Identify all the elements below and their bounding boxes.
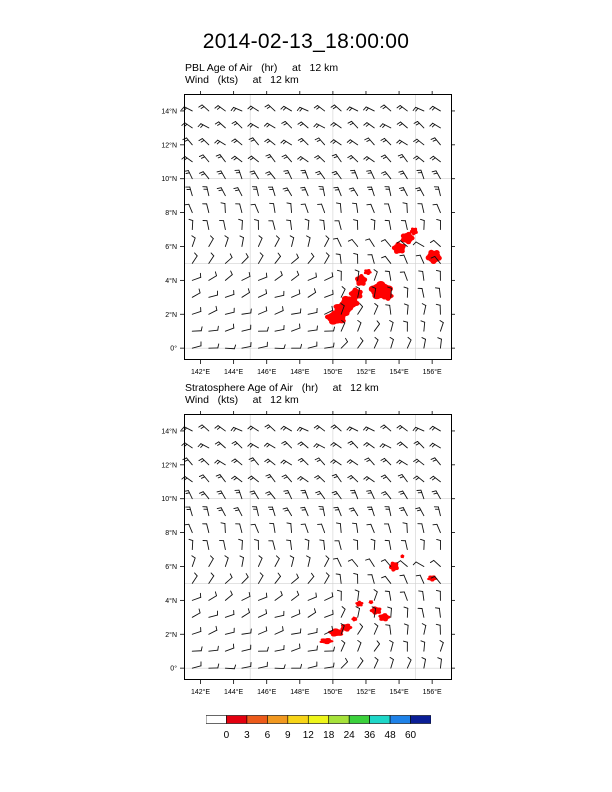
colorbar-label: 24	[343, 730, 355, 741]
shaded-region-fringe	[427, 578, 431, 580]
wind-barb-feather	[320, 540, 324, 541]
colorbar-swatch	[247, 716, 267, 724]
shaded-region-fringe	[363, 277, 367, 282]
shaded-region-fringe	[325, 314, 333, 319]
shaded-region-fringe	[361, 281, 365, 286]
pbl-age-map-canvas	[161, 94, 452, 376]
shaded-region-fringe	[358, 601, 361, 603]
shaded-region-fringe	[325, 638, 330, 640]
wind-barb-feather	[367, 171, 371, 172]
shaded-region-fringe	[369, 286, 378, 293]
lon-tick-label: 148°E	[290, 689, 310, 696]
wind-barb-feather	[182, 427, 185, 430]
shaded-region-fringe	[356, 281, 360, 286]
shaded-region-fringe	[353, 620, 355, 622]
wind-barb-feather	[368, 493, 371, 494]
lon-tick-label: 152°E	[356, 689, 376, 696]
wind-barb-feather	[400, 575, 404, 576]
shaded-region-fringe	[410, 230, 413, 233]
shaded-region-fringe	[345, 629, 349, 632]
wind-barb-feather	[367, 204, 371, 205]
shaded-region-fringe	[334, 310, 341, 315]
shaded-region-fringe	[329, 319, 337, 324]
wind-barb-feather	[218, 326, 219, 330]
wind-barb-feather	[186, 493, 189, 494]
colorbar-canvas	[206, 715, 431, 745]
wind-barb-feather	[416, 255, 420, 256]
shaded-region-fringe	[371, 602, 373, 604]
colorbar-label: 6	[264, 730, 271, 741]
wind-barb-shaft	[242, 541, 243, 550]
shaded-region-fringe	[369, 602, 371, 604]
wind-barb-feather	[185, 524, 189, 525]
shaded-region-fringe	[321, 638, 326, 640]
wind-barb-feather	[299, 290, 300, 294]
colorbar-label: 3	[244, 730, 250, 741]
lat-tick-label: 10°N	[161, 176, 177, 184]
wind-barb-shaft	[242, 221, 243, 230]
plot-title: 2014-02-13_18:00:00	[202, 30, 410, 53]
wind-barb-feather	[266, 307, 267, 311]
lat-tick-label: 6°N	[165, 563, 177, 571]
shaded-region-fringe	[431, 259, 437, 264]
shaded-region-fringe	[357, 604, 360, 606]
colorbar-label: 60	[404, 730, 417, 741]
lon-tick-label: 154°E	[389, 369, 409, 376]
colorbar-swatch	[329, 716, 349, 724]
lat-tick-label: 14°N	[161, 428, 177, 436]
shaded-region-fringe	[426, 255, 432, 260]
lon-tick-label: 144°E	[224, 689, 244, 696]
colorbar-label: 36	[364, 730, 376, 741]
lon-tick-label: 150°E	[323, 369, 343, 376]
shaded-region-fringe	[331, 633, 337, 636]
shaded-region-fringe	[400, 555, 401, 557]
wind-barb-feather	[301, 187, 305, 188]
wind-barb-feather	[286, 220, 290, 221]
panel2-label-line2: Wind (kts) at 12 km	[185, 394, 299, 406]
wind-barb-feather	[182, 107, 185, 110]
shaded-region-fringe	[377, 608, 381, 611]
wind-barb-feather	[251, 524, 255, 525]
colorbar-swatch	[288, 716, 308, 724]
wind-barb-feather	[419, 591, 423, 592]
shaded-region-fringe	[376, 281, 385, 288]
shaded-region-fringe	[382, 292, 386, 296]
wind-barb-feather	[286, 540, 290, 541]
shaded-region-fringe	[364, 269, 367, 271]
colorbar-label: 0	[223, 730, 230, 741]
wind-barb-feather	[316, 273, 317, 277]
shaded-region-fringe	[355, 617, 357, 619]
wind-barb-feather	[283, 307, 284, 311]
wind-barb-shaft	[192, 221, 193, 230]
shaded-region-fringe	[386, 616, 390, 619]
wind-barb-feather	[316, 593, 317, 597]
lat-tick-label: 10°N	[161, 496, 177, 504]
shaded-region-fringe	[351, 618, 353, 620]
lon-tick-label: 144°E	[224, 369, 244, 376]
wind-barb-feather	[433, 204, 437, 205]
wind-barb-feather	[283, 627, 284, 631]
shaded-region-fringe	[337, 633, 343, 636]
panel2-label-line1: Stratosphere Age of Air (hr) at 12 km	[185, 382, 379, 394]
wind-barb-feather	[266, 627, 267, 631]
wind-barb-feather	[400, 255, 404, 256]
lon-tick-label: 154°E	[389, 689, 409, 696]
shaded-region-fringe	[352, 295, 357, 300]
lat-tick-label: 4°N	[165, 277, 177, 285]
shaded-region-fringe	[359, 274, 363, 279]
shaded-region-fringe	[342, 296, 349, 301]
shaded-region-fringe	[412, 232, 415, 235]
shaded-region-fringe	[352, 301, 359, 306]
shaded-region-fringe	[346, 304, 353, 309]
shaded-region-fringe	[386, 297, 390, 301]
shaded-region-fringe	[403, 555, 404, 557]
panel1-label-line2: Wind (kts) at 12 km	[185, 74, 299, 86]
lon-tick-label: 150°E	[323, 689, 343, 696]
shaded-region-fringe	[378, 615, 382, 618]
shaded-region-fringe	[406, 240, 411, 245]
panel1-label-line1: PBL Age of Air (hr) at 12 km	[185, 62, 339, 74]
wind-barb-feather	[386, 305, 390, 306]
shaded-region-fringe	[367, 269, 370, 271]
wind-barb-feather	[367, 491, 371, 492]
shaded-region-fringe	[372, 292, 381, 299]
lat-tick-label: 8°N	[165, 210, 177, 218]
colorbar-swatch	[206, 716, 226, 724]
wind-barb-feather	[336, 254, 340, 255]
shaded-region-fringe	[319, 641, 324, 643]
lon-tick-label: 146°E	[257, 689, 277, 696]
wind-barb-feather	[301, 507, 305, 508]
pbl-age-map	[161, 94, 452, 376]
colorbar-swatch	[308, 716, 328, 724]
map-background	[184, 414, 452, 680]
colorbar-swatch	[370, 716, 390, 724]
shaded-region-fringe	[369, 600, 371, 602]
lat-tick-label: 4°N	[165, 597, 177, 605]
shaded-region-fringe	[436, 255, 442, 260]
wind-barb-feather	[433, 524, 437, 525]
shaded-region-fringe	[342, 311, 349, 316]
wind-barb-feather	[285, 493, 288, 494]
colorbar-swatch	[226, 716, 246, 724]
wind-barb-feather	[367, 524, 371, 525]
shaded-region-fringe	[349, 291, 354, 296]
shaded-region-fringe	[402, 554, 403, 556]
lon-tick-label: 142°E	[190, 369, 211, 376]
lat-tick-label: 2°N	[165, 311, 177, 319]
shaded-region-fringe	[383, 618, 387, 621]
lon-tick-label: 156°E	[422, 369, 442, 376]
shaded-region-fringe	[370, 609, 374, 612]
wind-barb-feather	[435, 288, 439, 289]
shaded-region-fringe	[414, 228, 417, 231]
shaded-region-fringe	[383, 613, 387, 616]
wind-barb-feather	[419, 271, 423, 272]
wind-barb-shaft	[225, 668, 234, 669]
lat-tick-label: 0°	[170, 665, 177, 673]
stratosphere-age-map-canvas	[161, 414, 452, 696]
lat-tick-label: 6°N	[165, 243, 177, 251]
lat-tick-label: 8°N	[165, 530, 177, 538]
wind-barb-feather	[285, 173, 288, 174]
shaded-region-fringe	[360, 602, 363, 604]
wind-barb-feather	[186, 173, 189, 174]
shaded-region-fringe	[379, 618, 383, 621]
shaded-region-fringe	[409, 236, 414, 241]
shaded-region-fringe	[352, 288, 357, 293]
lat-tick-label: 12°N	[161, 462, 177, 470]
shaded-region-fringe	[434, 250, 440, 255]
map-background	[184, 94, 452, 360]
lon-tick-label: 146°E	[257, 369, 277, 376]
wind-barb-shaft	[225, 348, 234, 349]
shaded-region-fringe	[402, 557, 403, 559]
colorbar-label: 18	[323, 730, 335, 741]
colorbar-label: 9	[285, 730, 291, 741]
wind-barb-feather	[185, 204, 189, 205]
stratosphere-age-map	[161, 414, 452, 696]
shaded-region-fringe	[339, 301, 346, 306]
colorbar-label: 12	[302, 730, 314, 741]
shaded-region-fringe	[364, 272, 367, 274]
wind-barb-shaft	[374, 221, 375, 230]
wind-barb-feather	[416, 575, 420, 576]
lat-tick-label: 0°	[170, 345, 177, 353]
shaded-region-fringe	[430, 579, 434, 581]
wind-barb-feather	[218, 646, 219, 650]
wind-barb-feather	[386, 625, 390, 626]
shaded-region-fringe	[387, 291, 391, 295]
shaded-region-fringe	[353, 617, 355, 619]
shaded-region-fringe	[346, 624, 350, 627]
colorbar-label: 48	[384, 730, 396, 741]
lat-tick-label: 14°N	[161, 108, 177, 116]
shaded-region-fringe	[400, 249, 405, 254]
wind-barb-feather	[368, 173, 371, 174]
colorbar-swatch	[390, 716, 410, 724]
wind-barb-feather	[251, 204, 255, 205]
shaded-region-fringe	[428, 250, 434, 255]
wind-barb-shaft	[192, 541, 193, 550]
shaded-region-fringe	[355, 619, 357, 621]
shaded-region-fringe	[415, 231, 418, 234]
colorbar-legend	[206, 715, 431, 745]
shaded-region-fringe	[333, 628, 339, 631]
wind-barb-feather	[320, 220, 324, 221]
shaded-region-fringe	[355, 602, 358, 604]
lon-tick-label: 152°E	[356, 369, 376, 376]
shaded-region-fringe	[360, 604, 363, 606]
lat-tick-label: 12°N	[161, 142, 177, 150]
colorbar-swatch	[267, 716, 287, 724]
shaded-region-fringe	[324, 642, 329, 644]
shaded-region-fringe	[401, 234, 406, 239]
colorbar-swatch	[411, 716, 431, 724]
wind-barb-shaft	[374, 541, 375, 550]
shaded-region-fringe	[377, 611, 381, 614]
shaded-region-fringe	[394, 249, 399, 254]
wind-barb-feather	[336, 574, 340, 575]
shaded-region-fringe	[391, 562, 395, 566]
lon-tick-label: 156°E	[422, 689, 442, 696]
shaded-region-fringe	[371, 600, 373, 602]
shaded-region-fringe	[395, 566, 399, 570]
colorbar-swatch	[349, 716, 369, 724]
shaded-region-fringe	[401, 557, 402, 559]
shaded-region-fringe	[391, 568, 395, 572]
shaded-region-fringe	[369, 271, 372, 273]
wind-barb-feather	[299, 610, 300, 614]
lon-tick-label: 142°E	[190, 689, 211, 696]
shaded-region-fringe	[328, 640, 333, 642]
wind-barb-feather	[435, 608, 439, 609]
lat-tick-label: 2°N	[165, 631, 177, 639]
lon-tick-label: 148°E	[290, 369, 310, 376]
